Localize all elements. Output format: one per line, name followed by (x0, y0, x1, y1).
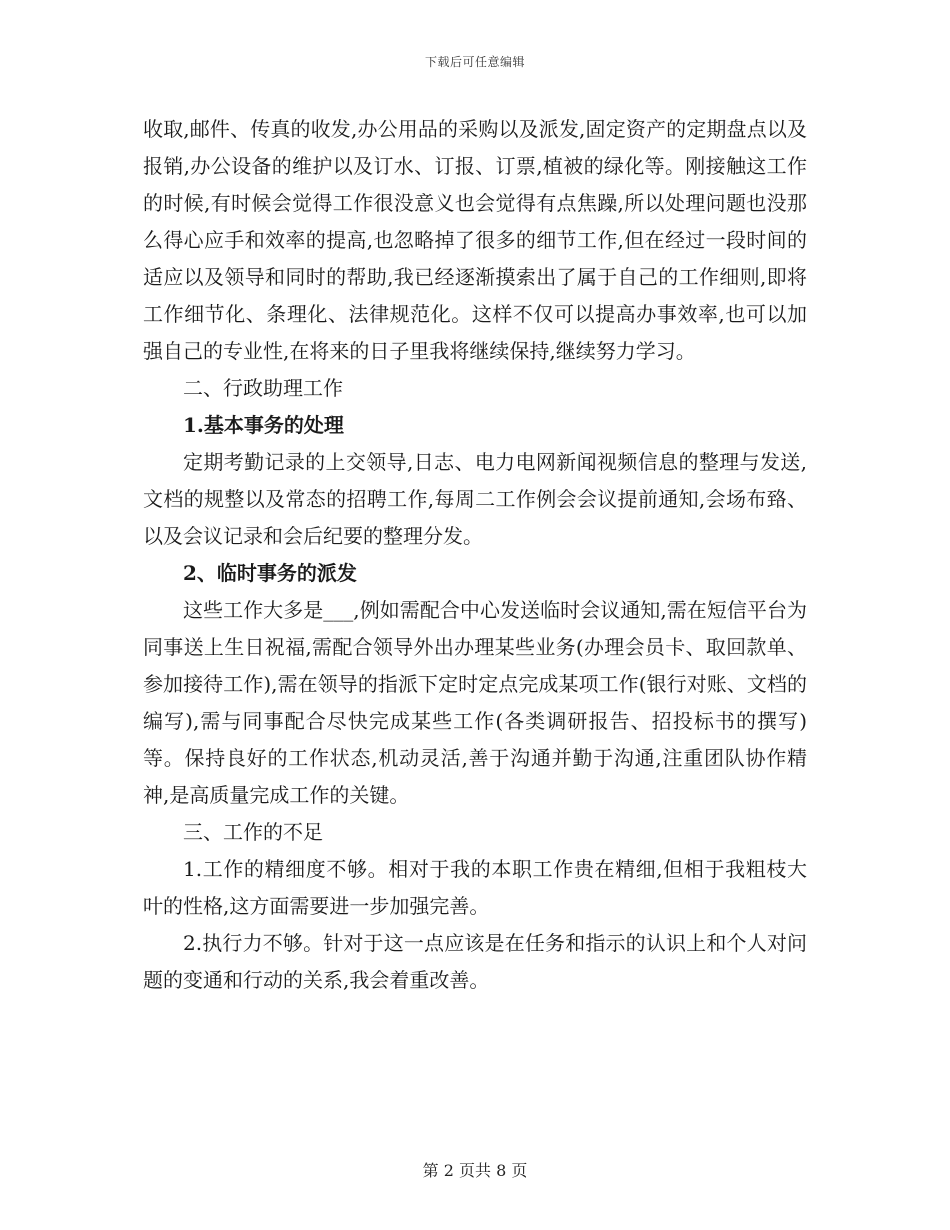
page-footer: 第 2 页共 8 页 (422, 1161, 528, 1180)
page-header: 下载后可任意编辑 (424, 55, 525, 69)
paragraph-temporary-affairs: 这些工作大多是___,例如需配合中心发送临时会议通知,需在短信平台为同事送上生日祝福,需配合领导外出办理某些业务(办理会员卡、取回款单、参加接待工作),需在领导的指派下定时定点完成某项工作(银行对账、文档的编写),需与同事配合尽快完成某些工作(各类调研报告、招投标书的撰写)等。保持良好的工作状态,机动灵活,善于沟通并勤于沟通,注重团队协作精神,是高质量完成工作的关键。 (143, 598, 807, 807)
paragraph-basic-affairs: 定期考勤记录的上交领导,日志、电力电网新闻视频信息的整理与发送,文档的规整以及常态的招聘工作,每周二工作例会会议提前通知,会场布臵、以及会议记录和会后纪要的整理分发。 (143, 450, 807, 548)
document-body (143, 111, 807, 999)
paragraph-shortcoming-2: 2.执行力不够。针对于这一点应该是在任务和指示的认识上和个人对问题的变通和行动的关系,我会着重改善。 (143, 931, 807, 992)
section-heading-admin-assistant: 二、行政助理工作 (183, 376, 343, 400)
paragraph-shortcoming-1: 1.工作的精细度不够。相对于我的本职工作贵在精细,但相于我粗枝大叶的性格,这方面需要进一步加强完善。 (143, 857, 807, 918)
paragraph-continuation: 收取,邮件、传真的收发,办公用品的采购以及派发,固定资产的定期盘点以及报销,办公设备的维护以及订水、订报、订票,植被的绿化等。刚接触这工作的时候,有时候会觉得工作很没意义也会觉得有点焦躁,所以处理问题也没那么得心应手和效率的提高,也忽略掉了很多的细节工作,但在经过一段时间的适应以及领导和同时的帮助,我已经逐渐摸索出了属于自己的工作细则,即将工作细节化、条理化、法律规范化。这样不仅可以提高办事效率,也可以加强自己的专业性,在将来的日子里我将继续保持,继续努力学习。 (143, 117, 807, 363)
section-heading-shortcomings: 三、工作的不足 (183, 820, 323, 844)
subheading-temporary-affairs: 2、临时事务的派发 (183, 561, 357, 585)
subheading-basic-affairs: 1.基本事务的处理 (183, 413, 344, 437)
